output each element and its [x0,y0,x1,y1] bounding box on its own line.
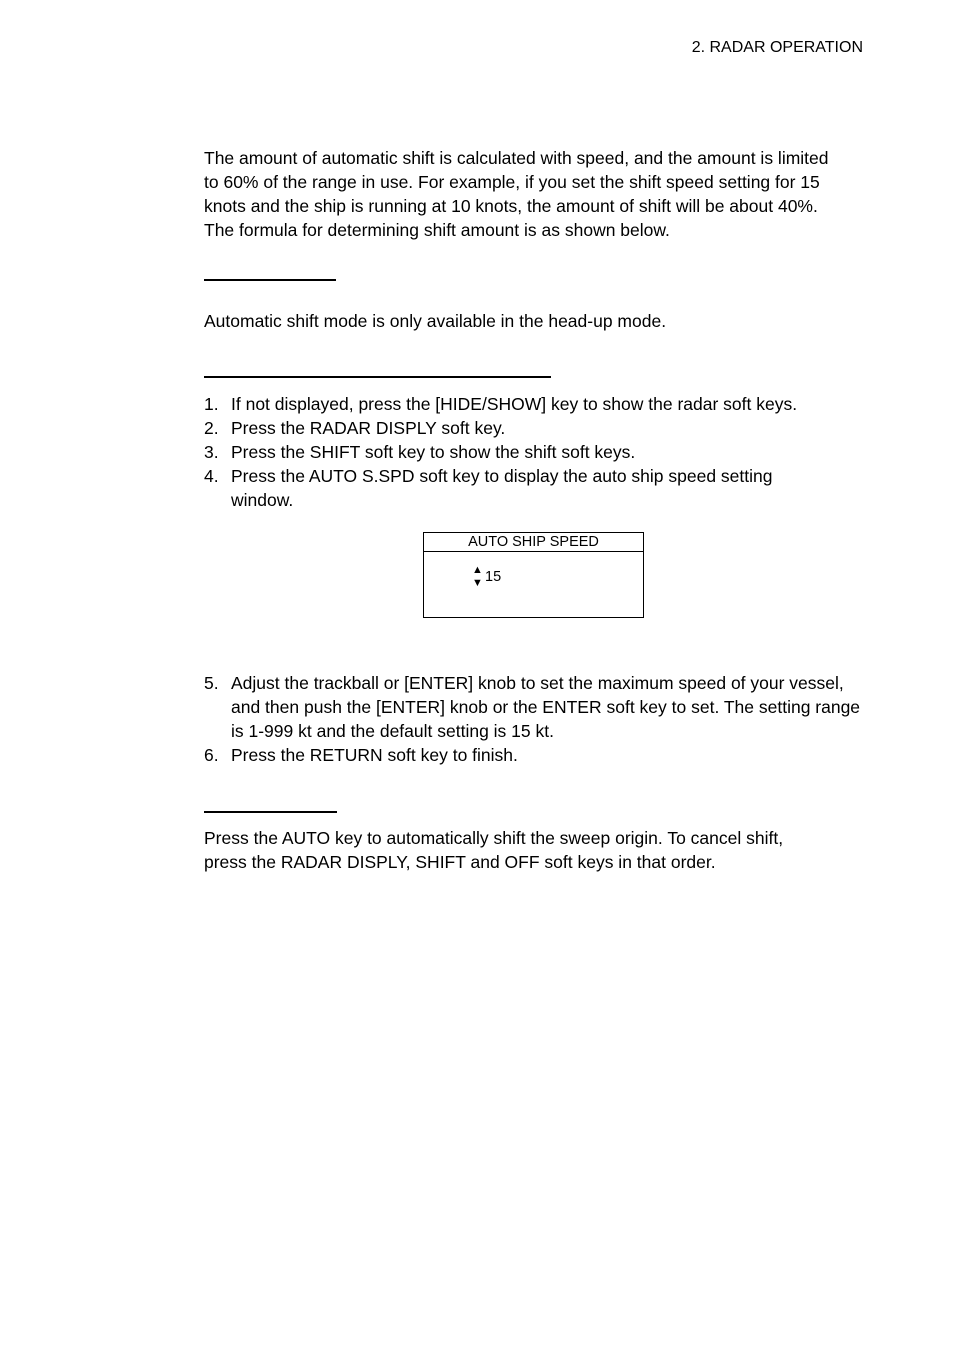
intro-line: The formula for determining shift amount is as shown below. [204,220,670,240]
procedure-steps-1 [204,392,864,512]
procedure-steps-2 [204,671,864,767]
step-item [204,392,864,416]
intro-paragraph [204,146,869,242]
intro-line: The amount of automatic shift is calculated with speed, and the amount is limited [204,148,829,168]
step-number: 4. [204,466,219,486]
step-text: Press the RETURN soft key to finish. [231,745,518,765]
closing-paragraph [204,826,869,874]
step-item [204,464,831,512]
step-number: 1. [204,394,219,414]
step-number: 3. [204,442,219,462]
step-item [204,743,864,767]
step-number: 5. [204,673,219,693]
step-number: 2. [204,418,219,438]
step-item [204,440,864,464]
step-text: Press the AUTO S.SPD soft key to display the auto ship speed setting window. [231,466,773,510]
note-paragraph: Automatic shift mode is only available in the head-up mode. [204,311,667,331]
closing-line: press the RADAR DISPLY, SHIFT and OFF soft keys in that order. [204,852,716,872]
procedure-heading-rule [204,376,551,378]
step-text: Press the SHIFT soft key to show the shift soft keys. [231,442,636,462]
step-item [204,671,864,743]
step-number: 6. [204,745,219,765]
down-arrow-icon[interactable]: ▼ [472,577,483,589]
auto-ship-speed-window [423,532,644,618]
closing-line: Press the AUTO key to automatically shift the sweep origin. To cancel shift, [204,828,784,848]
note-heading-rule [204,279,336,281]
closing-heading-rule [204,811,337,813]
step-text: Press the RADAR DISPLY soft key. [231,418,506,438]
page-header: 2. RADAR OPERATION [691,39,863,56]
step-text: If not displayed, press the [HIDE/SHOW] key to show the radar soft keys. [231,394,798,414]
window-body [424,552,643,617]
intro-line: to 60% of the range in use. For example, if you set the shift speed setting for 15 [204,172,820,192]
speed-value: 15 [485,569,502,585]
window-title: AUTO SHIP SPEED [424,533,643,552]
up-arrow-icon[interactable]: ▲ [472,564,483,576]
speed-stepper[interactable] [472,564,483,590]
step-item [204,416,864,440]
intro-line: knots and the ship is running at 10 knots, the amount of shift will be about 40%. [204,196,818,216]
step-text: Adjust the trackball or [ENTER] knob to set the maximum speed of your vessel, and then push the [ENTER] knob or the ENTER soft key to set. The setting range is 1-999 kt and the default setting is 15 kt. [231,673,861,741]
